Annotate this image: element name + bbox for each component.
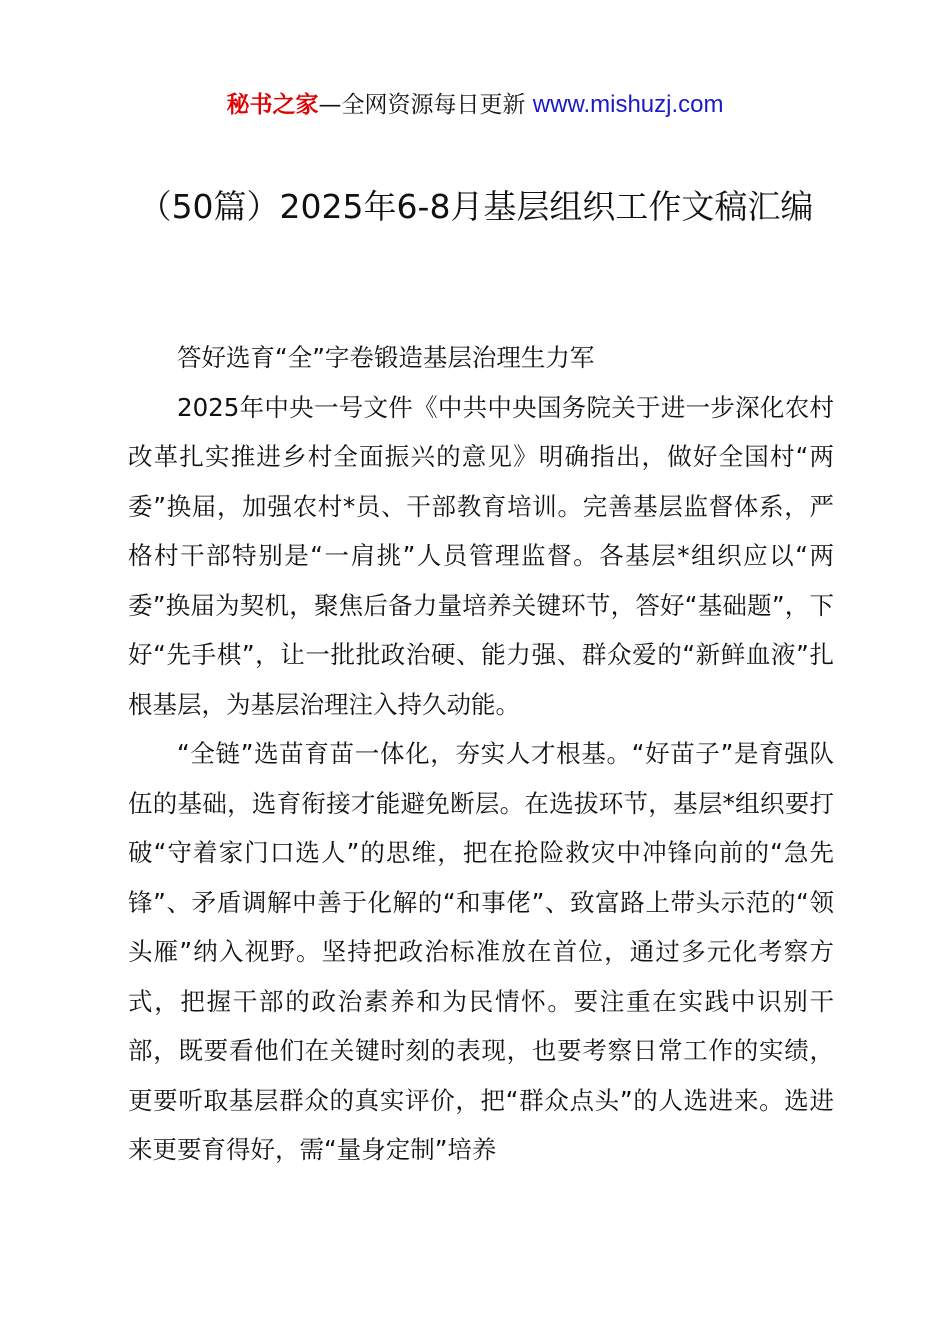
site-banner xyxy=(0,88,950,122)
section-heading: 答好选育“全”字卷锻造基层治理生力军 xyxy=(177,343,595,372)
paragraph: “全链”选苗育苗一体化，夯实人才根基。“好苗子”是育强队伍的基础，选育衔接才能避免断层。在选拔环节，基层*组织要打破“守着家门口选人”的思维，把在抢险救灾中冲锋向前的“急先锋”、矛盾调解中善于化解的“和事佬”、致富路上带头示范的“领头雁”纳入视野。坚持把政治标准放在首位，通过多元化考察方式，把握干部的政治素养和为民情怀。要注重在实践中识别干部，既要看他们在关键时刻的表现，也要考察日常工作的实绩，更要听取基层群众的真实评价，把“群众点头”的人选进来。选进来更要育得好，需“量身定制”培养 xyxy=(128,739,834,1164)
brand-name: 秘书之家 xyxy=(226,92,319,118)
banner-tagline: —全网资源每日更新 xyxy=(318,92,533,118)
document-title: （50篇）2025年6-8月基层组织工作文稿汇编 xyxy=(138,187,814,226)
document-body xyxy=(128,333,834,1175)
site-url-link[interactable]: www.mishuzj.com xyxy=(532,91,724,118)
paragraph: 2025年中央一号文件《中共中央国务院关于进一步深化农村改革扎实推进乡村全面振兴的意见》明确指出，做好全国村“两委”换届，加强农村*员、干部教育培训。完善基层监督体系，严格村干部特别是“一肩挑”人员管理监督。各基层*组织应以“两委”换届为契机，聚焦后备力量培养关键环节，答好“基础题”，下好“先手棋”，让一批批政治硬、能力强、群众爱的“新鲜血液”扎根基层，为基层治理注入持久动能。 xyxy=(128,392,834,719)
